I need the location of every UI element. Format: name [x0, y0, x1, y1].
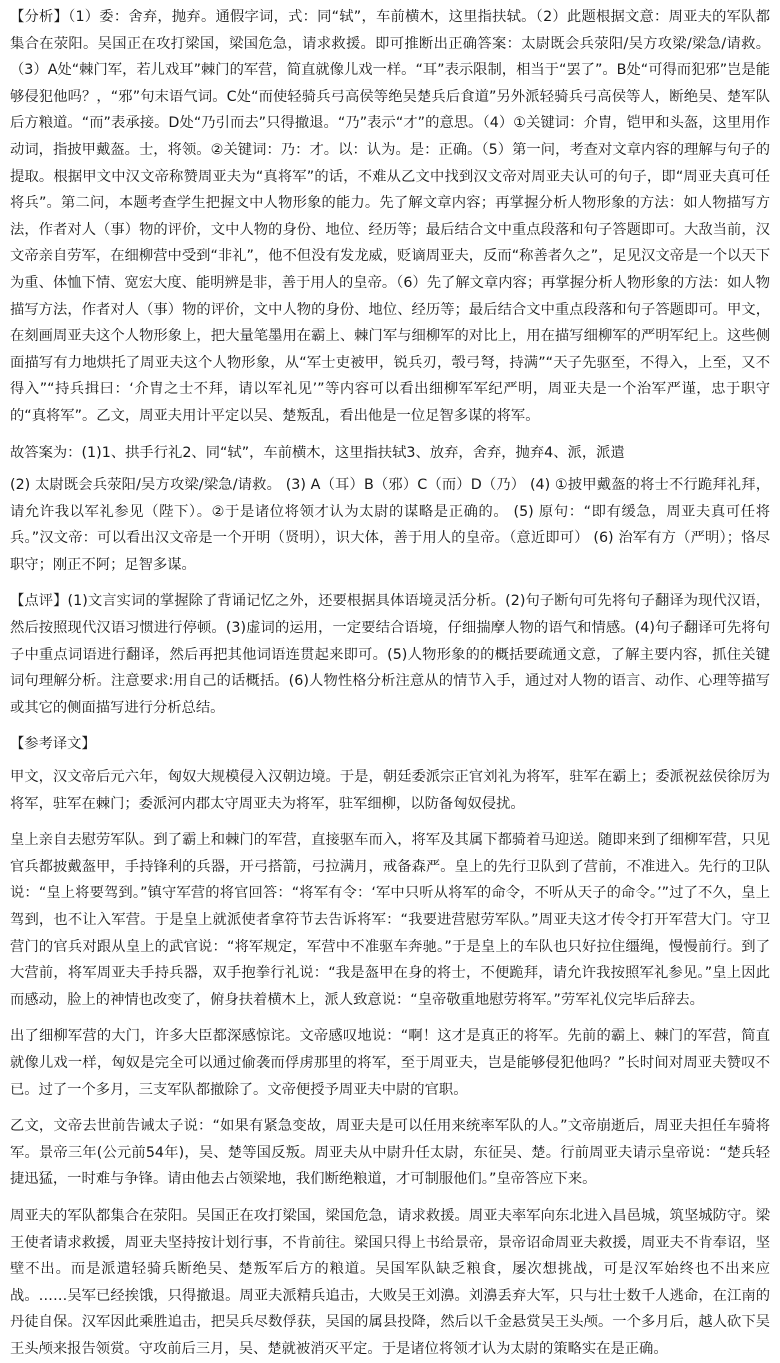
translation-paragraph-1: 甲文，汉文帝后元六年，匈奴大规模侵入汉朝边境。于是，朝廷委派宗正官刘礼为将军，驻军在霸上；委派祝兹侯徐厉为将军，驻军在棘门；委派河内郡太守周亚夫为将军，驻军细柳，以防备匈奴侵扰。 [10, 769, 770, 812]
translation-paragraph-4: 乙文，文帝去世前告诫太子说：“如果有紧急变故，周亚夫是可以任用来统率军队的人。”文帝崩逝后，周亚夫担任车骑将军。景帝三年(公元前54年)，吴、楚等国反叛。周亚夫从中尉升任太尉，东征吴、楚。行前周亚夫请示皇帝说：“楚兵轻捷迅猛，一时难与争锋。请由他去占领梁地，我们断绝粮道，才可制服他们。”皇帝答应下来。 [10, 1118, 770, 1188]
comment-paragraph: 【点评】(1)文言实词的掌握除了背诵记忆之外，还要根据具体语境灵活分析。(2)句子断句可先将句子翻译为现代汉语，然后按照现代汉语习惯进行停顿。(3)虚词的运用，一定要结合语境，仔细揣摩人物的语气和情感。(4)句子翻译可先将句子中重点词语进行翻译，然后再把其他词语连贯起来即可。(5)人物形象的的概括要疏通文意，了解主要内容，抓住关键词句理解分析。注意要求:用自己的话概括。(6)人物性格分析注意从的情节入手，通过对人物的语言、动作、心理等描写或其它的侧面描写进行分析总结。 [10, 593, 770, 716]
translation-heading: 【参考译文】 [10, 736, 96, 753]
analysis-paragraph: 【分析】（1）委：舍弃，抛弃。通假字词，式：同“轼”，车前横木，这里指扶轼。（2）此题根据文意：周亚夫的军队都集合在荥阳。吴国正在攻打梁国，梁国危急，请求救援。即可推断出正确答案：太尉既会兵荥阳/吴方攻梁/梁急/请救。（3）A处“棘门军，若儿戏耳”棘门的军营，简直就像儿戏一样。“耳”表示限制，相当于“罢了”。B处“可得而犯邪”岂是能够侵犯他吗？，“邪”句末语气词。C处“而使轻骑兵弓高侯等绝吴楚兵后食道”另外派轻骑兵弓高侯等人，断绝吴、楚军队后方粮道。“而”表承接。D处“乃引而去”只得撤退。“乃”表示“才”的意思。（4）①关键词：介胄，铠甲和头盔，这里用作动词，指披甲戴盔。士，将领。②关键词：乃：才。以：认为。是：正确。（5）第一问，考查对文章内容的理解与句子的提取。根据甲文中汉文帝称赞周亚夫为“真将军”的话，不难从乙文中找到汉文帝对周亚夫认可的句子，即“周亚夫真可任将兵”。第二问，本题考查学生把握文中人物形象的能力。先了解文章内容；再掌握分析人物形象的方法：如人物描写方法，作者对人（事）物的评价，文中人物的身份、地位、经历等；最后结合文中重点段落和句子答题即可。大敌当前，汉文帝亲自劳军，在细柳营中受到“非礼”，他不但没有发龙威，贬谪周亚夫，反而“称善者久之”，足见汉文帝是一个以天下为重、体恤下情、宽宏大度、能明辨是非，善于用人的皇帝。（6）先了解文章内容；再掌握分析人物形象的方法：如人物描写方法，作者对人（事）物的评价，文中人物的身份、地位、经历等；最后结合文中重点段落和句子答题即可。甲文，在刻画周亚夫这个人物形象上，把大量笔墨用在霸上、棘门军与细柳军的对比上，用在描写细柳军的严明军纪上。这些侧面描写有力地烘托了周亚夫这个人物形象，从“军士吏被甲，锐兵刃，彀弓弩，持满”“天子先驱至，不得入，上至，又不得入”“持兵揖曰：‘介胄之士不拜，请以军礼见’”等内容可以看出细柳军军纪严明，周亚夫是一个治军严谨，忠于职守的“真将军”。乙文，周亚夫用计平定以吴、楚叛乱，看出他是一位足智多谋的将军。 [10, 9, 770, 424]
translation-paragraph-2: 皇上亲自去慰劳军队。到了霸上和棘门的军营，直接驱车而入，将军及其属下都骑着马迎送。随即来到了细柳军营，只见官兵都披戴盔甲，手持锋利的兵器，开弓搭箭，弓拉满月，戒备森严。皇上的先行卫队到了营前，不准进入。先行的卫队说：“皇上将要驾到。”镇守军营的将官回答：“将军有令：‘军中只听从将军的命令，不听从天子的命令。’”过了不久，皇上驾到，也不让入军营。于是皇上就派使者拿符节去告诉将军：“我要进营慰劳军队。”周亚夫这才传令打开军营大门。守卫营门的官兵对跟从皇上的武官说：“将军规定，军营中不准驱车奔驰。”于是皇上的车队也只好拉住缰绳，慢慢前行。到了大营前，将军周亚夫手持兵器，双手抱拳行礼说：“我是盔甲在身的将士，不便跪拜，请允许我按照军礼参见。”皇上因此而感动，脸上的神情也改变了，俯身扶着横木上，派人致意说：“皇帝敬重地慰劳将军。”劳军礼仪完毕后辞去。 [10, 832, 770, 1008]
answer-paragraph: 故答案为：(1)1、拱手行礼2、同“轼”，车前横木，这里指扶轼3、放弃，舍弃，抛弃4、派，派遣 [10, 444, 625, 461]
translation-paragraph-5: 周亚夫的军队都集合在荥阳。吴国正在攻打梁国，梁国危急，请求救援。周亚夫率军向东北进入昌邑城，筑坚城防守。梁王使者请求救援，周亚夫坚持按计划行事，不肯前往。梁国只得上书给景帝，景帝诏命周亚夫救援，周亚夫不肯奉诏，坚壁不出。而是派遣轻骑兵断绝吴、楚叛军后方的粮道。吴国军队缺乏粮食，屡次想挑战，可是汉军始终也不出来应战。……吴军已经挨饿，只得撤退。周亚夫派精兵追击，大败吴王刘濞。刘濞丢弃大军，只与壮士数千人逃命，在江南的丹徒自保。汉军因此乘胜追击，把吴兵尽数俘获，吴国的属县投降，然后以千金悬赏吴王头颅。一个多月后，越人砍下吴王头颅来报告领赏。守攻前后三月，吴、楚就被消灭平定。于是诸位将领才认为太尉的策略实在是正确。 [10, 1207, 770, 1357]
answer-detail-paragraph: (2) 太尉既会兵荥阳/吴方攻梁/梁急/请救。 (3) A（耳）B（邪）C（而）D（乃） (4) ①披甲戴盔的将士不行跪拜礼拜，请允许我以军礼参见（陛下）。②于是诸位将领才认为太尉的谋略是正确的。 (5) 原句：“即有缓急，周亚夫真可任将兵。”汉文帝：可以看出汉文帝是一个开明（贤明），识大体，善于用人的皇帝。（意近即可） (6) 治军有方（严明）；恪尽职守；刚正不阿；足智多谋。 [10, 477, 770, 573]
translation-paragraph-3: 出了细柳军营的大门，许多大臣都深感惊诧。文帝感叹地说：“啊！这才是真正的将军。先前的霸上、棘门的军营，简直就像儿戏一样，匈奴是完全可以通过偷袭而俘虏那里的将军，至于周亚夫，岂是能够侵犯他吗？”长时间对周亚夫赞叹不已。过了一个多月，三支军队都撤除了。文帝便授予周亚夫中尉的官职。 [10, 1028, 770, 1098]
